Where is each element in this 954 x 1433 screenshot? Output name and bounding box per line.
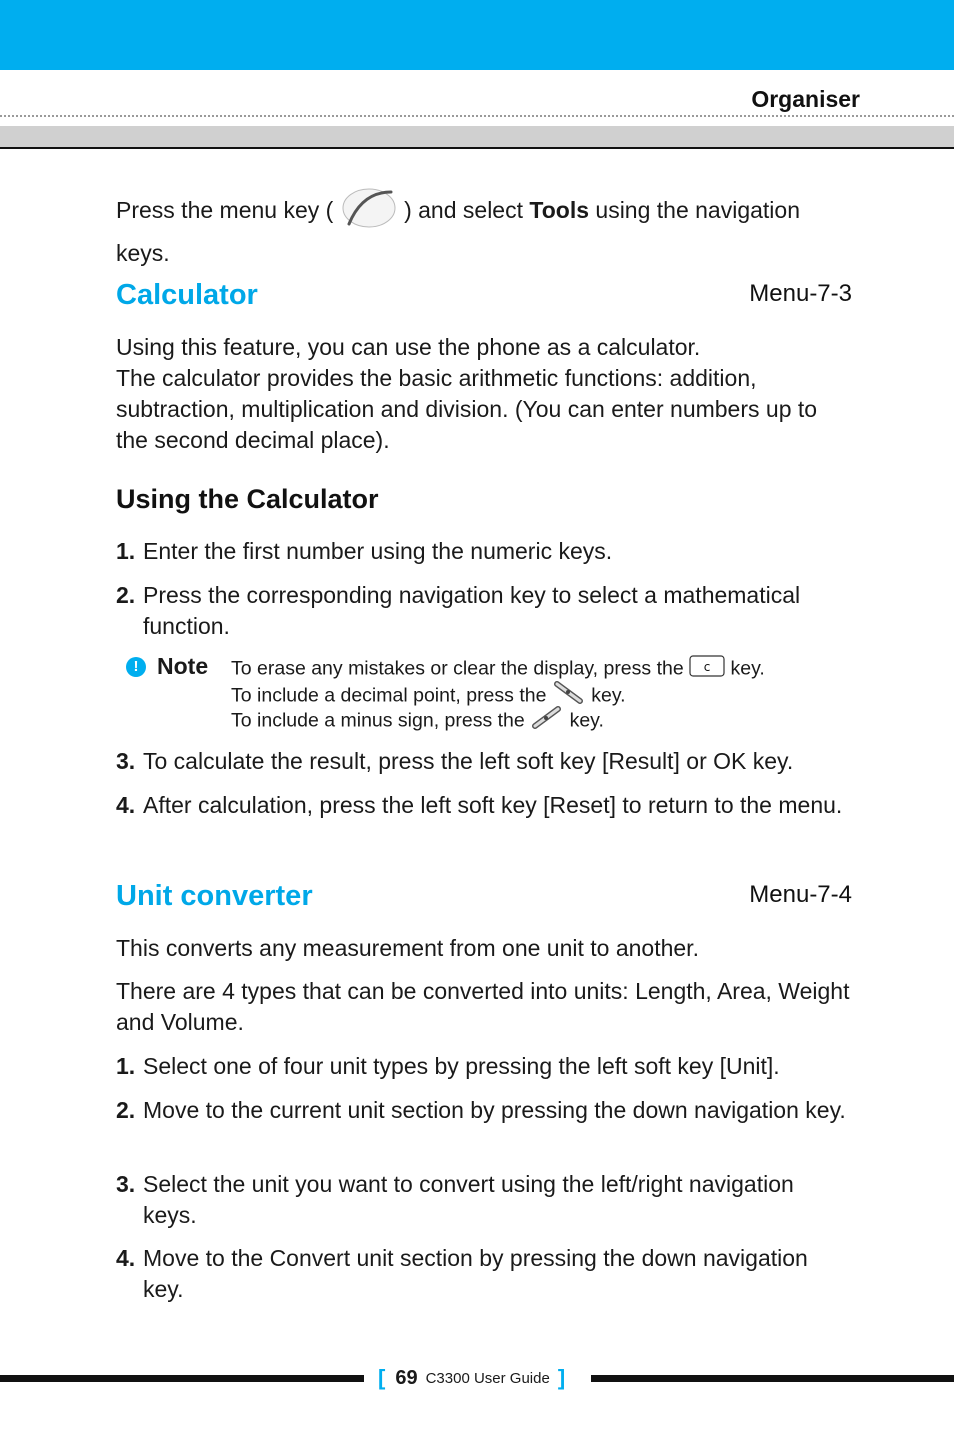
page-number: 69	[395, 1366, 418, 1389]
calculator-step-2: 2. Press the corresponding navigation key to select a mathematical function.	[116, 582, 801, 639]
calculator-step-3: 3. To calculate the result, press the left soft key [Result] or OK key.	[116, 748, 794, 774]
calculator-heading: Calculator	[116, 279, 258, 311]
calculator-step-4: 4. After calculation, press the left soft key [Reset] to return to the menu.	[116, 792, 843, 818]
dotted-divider	[0, 115, 954, 117]
unit-converter-desc-1: This converts any measurement from one unit to another.	[116, 935, 699, 961]
calculator-desc-1: Using this feature, you can use the phone as a calculator.	[116, 334, 701, 360]
page-footer: [ 69 C3300 User Guide ]	[378, 1365, 566, 1390]
calculator-menu-ref: Menu-7-3	[749, 280, 852, 307]
guide-title: C3300 User Guide	[425, 1369, 550, 1387]
unit-converter-heading: Unit converter	[116, 880, 313, 912]
section-label: Organiser	[751, 86, 860, 112]
clear-key-icon	[689, 655, 725, 684]
footer-rule-right	[591, 1375, 954, 1382]
unit-step-4: 4. Move to the Convert unit section by pressing the down navigation key.	[116, 1245, 808, 1302]
note-line-decimal: To include a decimal point, press the key.	[231, 680, 626, 713]
calculator-step-1: 1. Enter the first number using the numeric keys.	[116, 538, 613, 564]
note-label: Note	[157, 653, 209, 679]
using-calculator-heading: Using the Calculator	[116, 484, 379, 514]
menu-key-icon	[340, 186, 398, 238]
svg-text:c: c	[703, 660, 711, 674]
top-color-band	[0, 0, 954, 70]
hash-key-icon	[530, 705, 564, 738]
unit-converter-menu-ref: Menu-7-4	[749, 881, 852, 908]
calculator-desc-2: The calculator provides the basic arithmetic functions: addition, subtraction, multiplication and division. (You can enter numbers up to the second decimal place).	[116, 365, 818, 453]
note-line-clear: To erase any mistakes or clear the display, press the c key.	[231, 655, 765, 684]
unit-step-3: 3. Select the unit you want to convert using the left/right navigation keys.	[116, 1171, 794, 1228]
unit-step-1: 1. Select one of four unit types by pressing the left soft key [Unit].	[116, 1053, 780, 1079]
footer-rule-left	[0, 1375, 364, 1382]
intro-paragraph: Press the menu key ( ) and select Tools using the navigation keys.	[116, 186, 852, 269]
unit-converter-desc-2: There are 4 types that can be converted into units: Length, Area, Weight and Volume.	[116, 978, 850, 1035]
unit-step-2: 2. Move to the current unit section by pressing the down navigation key.	[116, 1097, 846, 1123]
gray-header-band	[0, 126, 954, 149]
info-icon: !	[126, 657, 146, 677]
note-line-minus: To include a minus sign, press the key.	[231, 705, 604, 738]
